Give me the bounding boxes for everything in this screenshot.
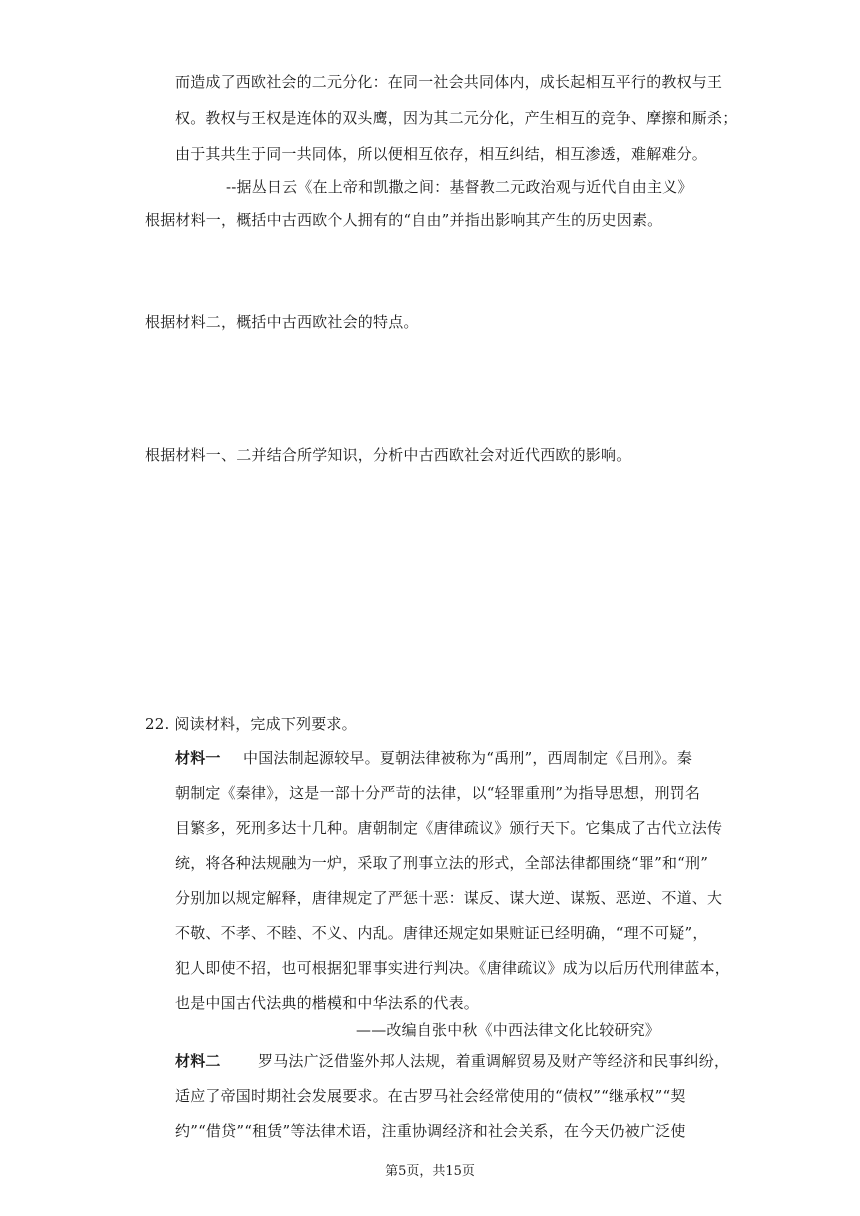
material-2-text-line: 约”“借贷”“租赁”等法律术语，注重协调经济和社会关系，在今天仍被广泛使 xyxy=(175,1122,686,1140)
material-1-text-line: 中国法制起源较早。夏朝法律被称为“禹刑”，西周制定《吕刑》。秦 xyxy=(243,749,693,767)
question-1: 根据材料一，概括中古西欧个人拥有的“自由”并指出影响其产生的历史因素。 xyxy=(145,211,663,229)
question-2: 根据材料二，概括中古西欧社会的特点。 xyxy=(145,313,419,331)
question-22-heading: 22. 阅读材料，完成下列要求。 xyxy=(145,715,357,733)
page-number-footer: 第5页，共15页 xyxy=(385,1164,475,1179)
material-1-text-line: 统，将各种法规融为一炉，采取了刑事立法的形式，全部法律都围绕“罪”和“刑” xyxy=(175,854,709,872)
material-source: --据丛日云《在上帝和凯撒之间：基督教二元政治观与近代自由主义》 xyxy=(226,178,693,196)
question-3: 根据材料一、二并结合所学知识，分析中古西欧社会对近代西欧的影响。 xyxy=(145,446,632,464)
material-1-text-line: 分别加以规定解释，唐律规定了严惩十恶：谋反、谋大逆、谋叛、恶逆、不道、大 xyxy=(175,889,723,907)
material-1-text-line: 目繁多，死刑多达十几种。唐朝制定《唐律疏议》颁行天下。它集成了古代立法传 xyxy=(175,819,723,837)
material-1-text-line: 不敬、不孝、不睦、不义、内乱。唐律还规定如果赃证已经明确，“理不可疑”， xyxy=(175,924,708,942)
material-text-line: 权。教权与王权是连体的双头鹰，因为其二元分化，产生相互的竞争、摩擦和厮杀； xyxy=(175,109,738,127)
material-text-line: 而造成了西欧社会的二元分化：在同一社会共同体内，成长起相互平行的教权与王 xyxy=(175,73,723,91)
material-text-line: 由于其共生于同一共同体，所以便相互依存，相互纠结，相互渗透，难解难分。 xyxy=(175,145,708,163)
material-1-text-line: 也是中国古代法典的楷模和中华法系的代表。 xyxy=(175,994,480,1012)
material-1-text-line: 朝制定《秦律》，这是一部十分严苛的法律，以“轻罪重刑”为指导思想，刑罚名 xyxy=(175,784,701,802)
material-1-text-line: 犯人即使不招，也可根据犯罪事实进行判决。《唐律疏议》成为以后历代刑律蓝本， xyxy=(175,959,730,977)
material-2-text-line: 适应了帝国时期社会发展要求。在古罗马社会经常使用的“债权”“继承权”“契 xyxy=(175,1087,686,1105)
material-1-source: ——改编自张中秋《中西法律文化比较研究》 xyxy=(356,1021,661,1039)
material-1-label: 材料一 xyxy=(175,749,221,767)
material-2-text-line: 罗马法广泛借鉴外邦人法规，着重调解贸易及财产等经济和民事纠纷， xyxy=(258,1052,730,1070)
material-2-label: 材料二 xyxy=(175,1052,221,1070)
